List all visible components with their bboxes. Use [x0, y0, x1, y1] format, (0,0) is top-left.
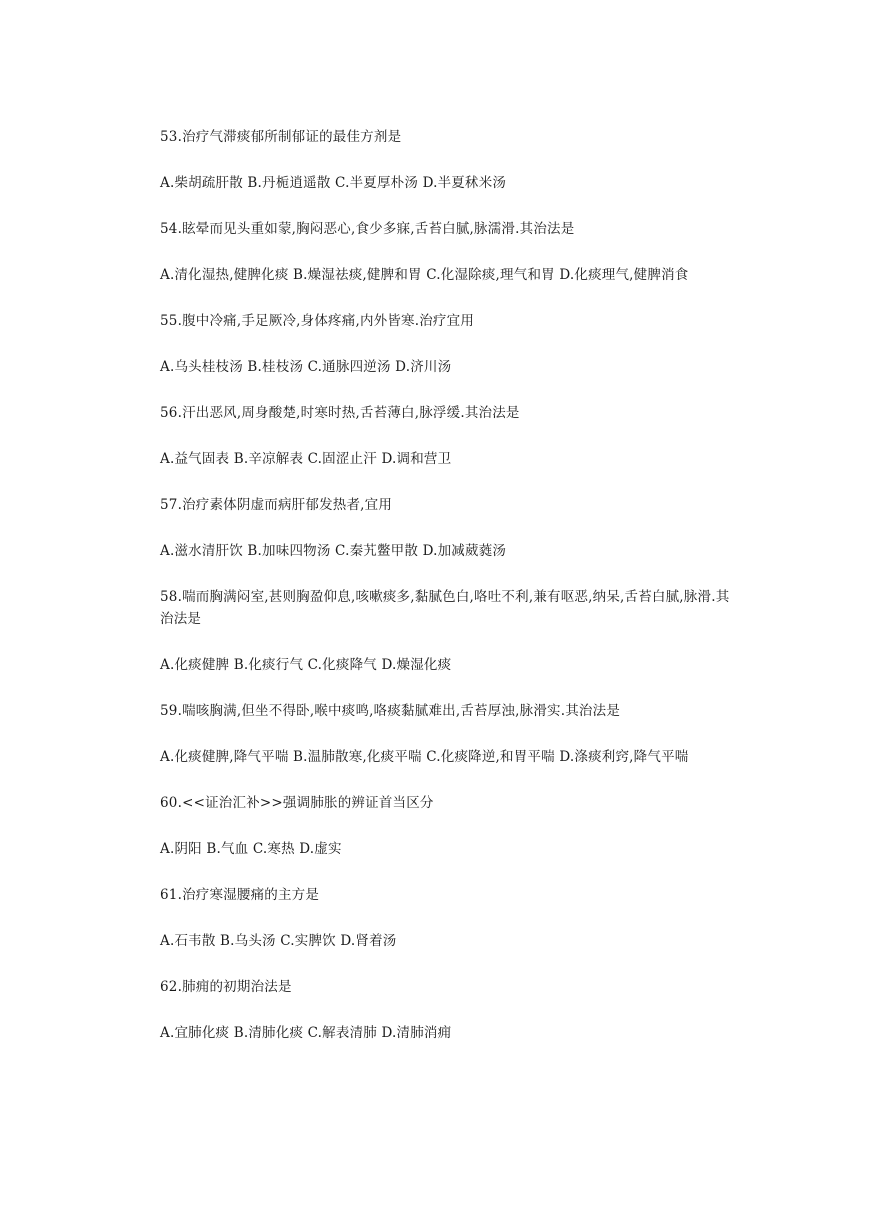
- question-stem: 53.治疗气滞痰郁所制郁证的最佳方剂是: [160, 129, 402, 145]
- question-options: A.乌头桂枝汤 B.桂枝汤 C.通脉四逆汤 D.济川汤: [160, 359, 452, 375]
- question-options: A.柴胡疏肝散 B.丹栀逍遥散 C.半夏厚朴汤 D.半夏秫米汤: [160, 175, 507, 191]
- question-stem: 60.<<证治汇补>>强调肺胀的辨证首当区分: [160, 795, 434, 811]
- question-stem: 57.治疗素体阴虚而病肝郁发热者,宜用: [160, 497, 393, 513]
- question-stem: 58.喘而胸满闷室,甚则胸盈仰息,咳嗽痰多,黏腻色白,咯吐不利,兼有呕恶,纳呆,舌苔白腻,脉滑.其治法是: [160, 589, 730, 627]
- question-options: A.益气固表 B.辛凉解表 C.固涩止汗 D.调和营卫: [160, 451, 452, 467]
- question-options: A.化痰健脾,降气平喘 B.温肺散寒,化痰平喘 C.化痰降逆,和胃平喘 D.涤痰利窍,降气平喘: [160, 749, 689, 765]
- question-stem: 56.汗出恶风,周身酸楚,时寒时热,舌苔薄白,脉浮缓.其治法是: [160, 405, 520, 421]
- question-options: A.阴阳 B.气血 C.寒热 D.虚实: [160, 841, 342, 857]
- question-options: A.石韦散 B.乌头汤 C.实脾饮 D.肾着汤: [160, 933, 397, 949]
- question-options: A.清化湿热,健脾化痰 B.燥湿祛痰,健脾和胃 C.化湿除痰,理气和胃 D.化痰理气,健脾消食: [160, 267, 689, 283]
- question-stem: 55.腹中冷痛,手足厥冷,身体疼痛,内外皆寒.治疗宜用: [160, 313, 475, 329]
- question-stem: 61.治疗寒湿腰痛的主方是: [160, 887, 320, 903]
- question-stem: 62.肺痈的初期治法是: [160, 979, 292, 995]
- question-list: [160, 126, 740, 1044]
- question-options: A.化痰健脾 B.化痰行气 C.化痰降气 D.燥湿化痰: [160, 657, 452, 673]
- question-options: A.宜肺化痰 B.清肺化痰 C.解表清肺 D.清肺消痈: [160, 1025, 452, 1041]
- question-stem: 59.喘咳胸满,但坐不得卧,喉中痰鸣,咯痰黏腻难出,舌苔厚浊,脉滑实.其治法是: [160, 703, 621, 719]
- question-stem: 54.眩晕而见头重如蒙,胸闷恶心,食少多寐,舌苔白腻,脉濡滑.其治法是: [160, 221, 575, 237]
- question-options: A.滋水清肝饮 B.加味四物汤 C.秦艽鳖甲散 D.加减葳蕤汤: [160, 543, 507, 559]
